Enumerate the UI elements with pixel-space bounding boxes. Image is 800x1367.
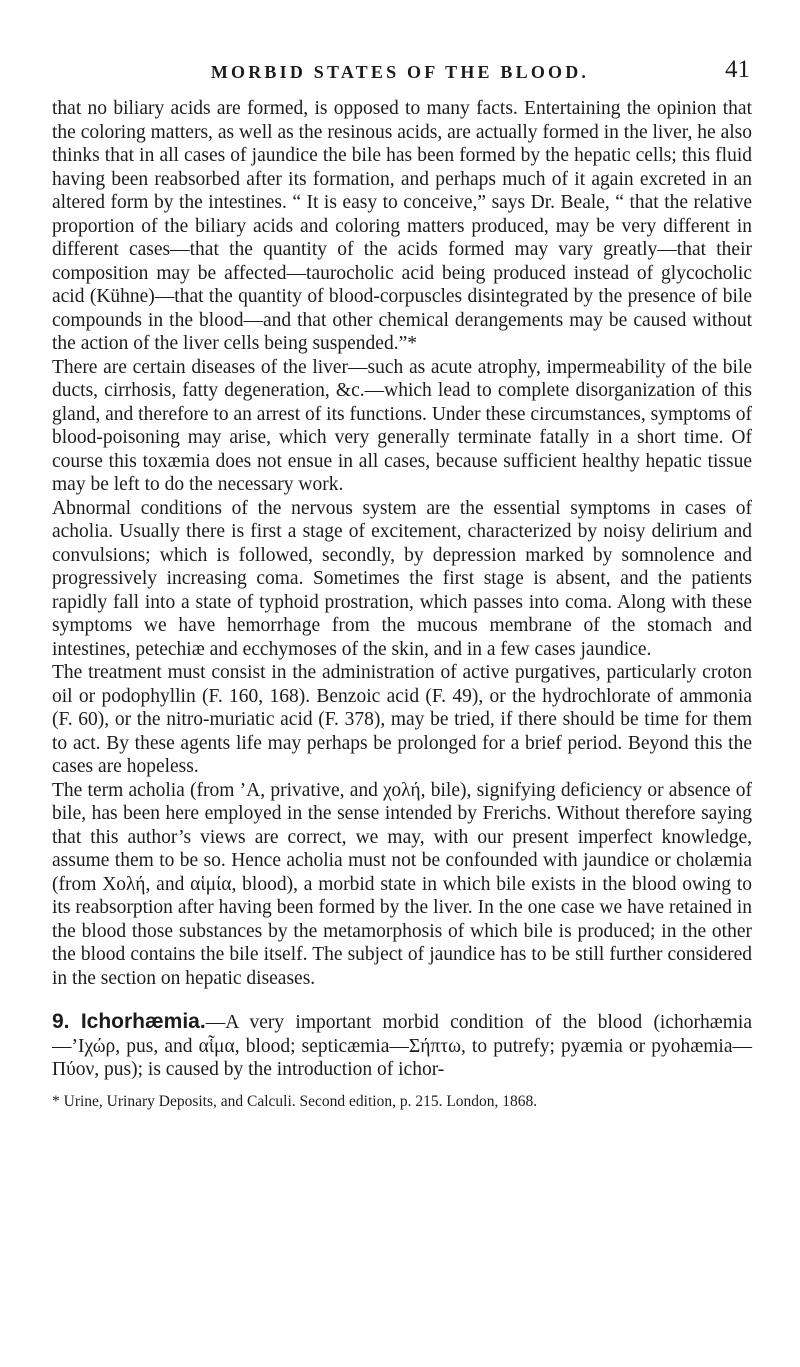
paragraph-treatment: The treatment must consist in the administration of active purgatives, particularly croton oil or podophyllin (F. 160, 168). Benzoic acid (F. 49), or the hydrochlorate of ammonia (F. 60), or the nitro-muriatic acid (F. 378), may be tried, if there should be time for them to act. By these agents life may perhaps be prolonged for a brief period. Beyond this the cases are hopeless. <box>52 662 752 777</box>
footnote: * Urine, Urinary Deposits, and Calculi. Second edition, p. 215. London, 1868. <box>52 1092 538 1110</box>
section-text: —A very important morbid condition of the blood (ichorhæmia—’Ιχώρ, pus, and αἷμα, blood; septicæmia—Σήπτω, to putrefy; pyæmia or pyohæmia—Πύον, pus); is caused by the introduction of ichor- <box>52 1012 752 1080</box>
paragraph-bile-formation: that no biliary acids are formed, is opposed to many facts. Entertaining the opinion that the coloring matters, as well as the resinous acids, are actually formed in the liver, he also thinks that in all cases of jaundice the bile has been formed by the hepatic cells; this fluid having been reabsorbed after its formation, and perhaps much of it again excreted in an altered form by the intestines. “ It is easy to conceive,” says Dr. Beale, “ that the relative proportion of the biliary acids and coloring matters produced, may be very different in different cases—that the quantity of the acids formed may vary greatly—that their composition may be affected—taurocholic acid being produced instead of glycocholic acid (Kühne)—that the quantity of blood-corpuscles disintegrated by the presence of bile compounds in the blood—and that other chemical derangements may be caused without the action of the liver cells being suspended.”* <box>52 98 752 354</box>
running-head <box>0 56 800 90</box>
section-number: 9. <box>52 1010 70 1033</box>
paragraph-symptoms: Abnormal conditions of the nervous system are the essential symptoms in cases of acholia. Usually there is first a stage of excitement, characterized by noisy delirium and convulsions; which is followed, secondly, by depression marked by somnolence and progressively increasing coma. Sometimes the first stage is absent, and the patients rapidly fall into a state of typhoid prostration, which passes into coma. Along with these symptoms we have hemorrhage from the mucous membrane of the stomach and intestines, petechiæ and ecchymoses of the skin, and in a few cases jaundice. <box>52 497 752 660</box>
paragraph-liver-diseases: There are certain diseases of the liver—such as acute atrophy, impermeability of the bile ducts, cirrhosis, fatty degeneration, &c.—which lead to complete disorganization of this gland, and therefore to an arrest of its functions. Under these circumstances, symptoms of blood-poisoning may arise, which very generally terminate fatally in a short time. Of course this toxæmia does not ensue in all cases, because sufficient healthy hepatic tissue may be left to do the necessary work. <box>52 356 752 495</box>
section-ichorhaemia <box>52 1010 752 1082</box>
section-heading: Ichorhæmia. <box>80 1010 206 1033</box>
body-text <box>52 97 752 1127</box>
page-number: 41 <box>725 56 750 83</box>
paragraph-acholia-term: The term acholia (from ’Α, privative, and χολή, bile), signifying deficiency or absence of bile, has been here employed in the sense intended by Frerichs. Without therefore saying that this author’s views are correct, we may, with our present imperfect knowledge, assume them to be so. Hence acholia must not be confounded with jaundice or cholæmia (from Χολή, and αἱμία, blood), a morbid state in which bile exists in the blood owing to its reabsorption after having been formed by the liver. In the one case we have retained in the blood those substances by the metamorphosis of which bile is produced; in the other the blood contains the bile itself. The subject of jaundice has to be still further considered in the section on hepatic diseases. <box>52 779 752 989</box>
running-title: MORBID STATES OF THE BLOOD. <box>210 62 590 82</box>
